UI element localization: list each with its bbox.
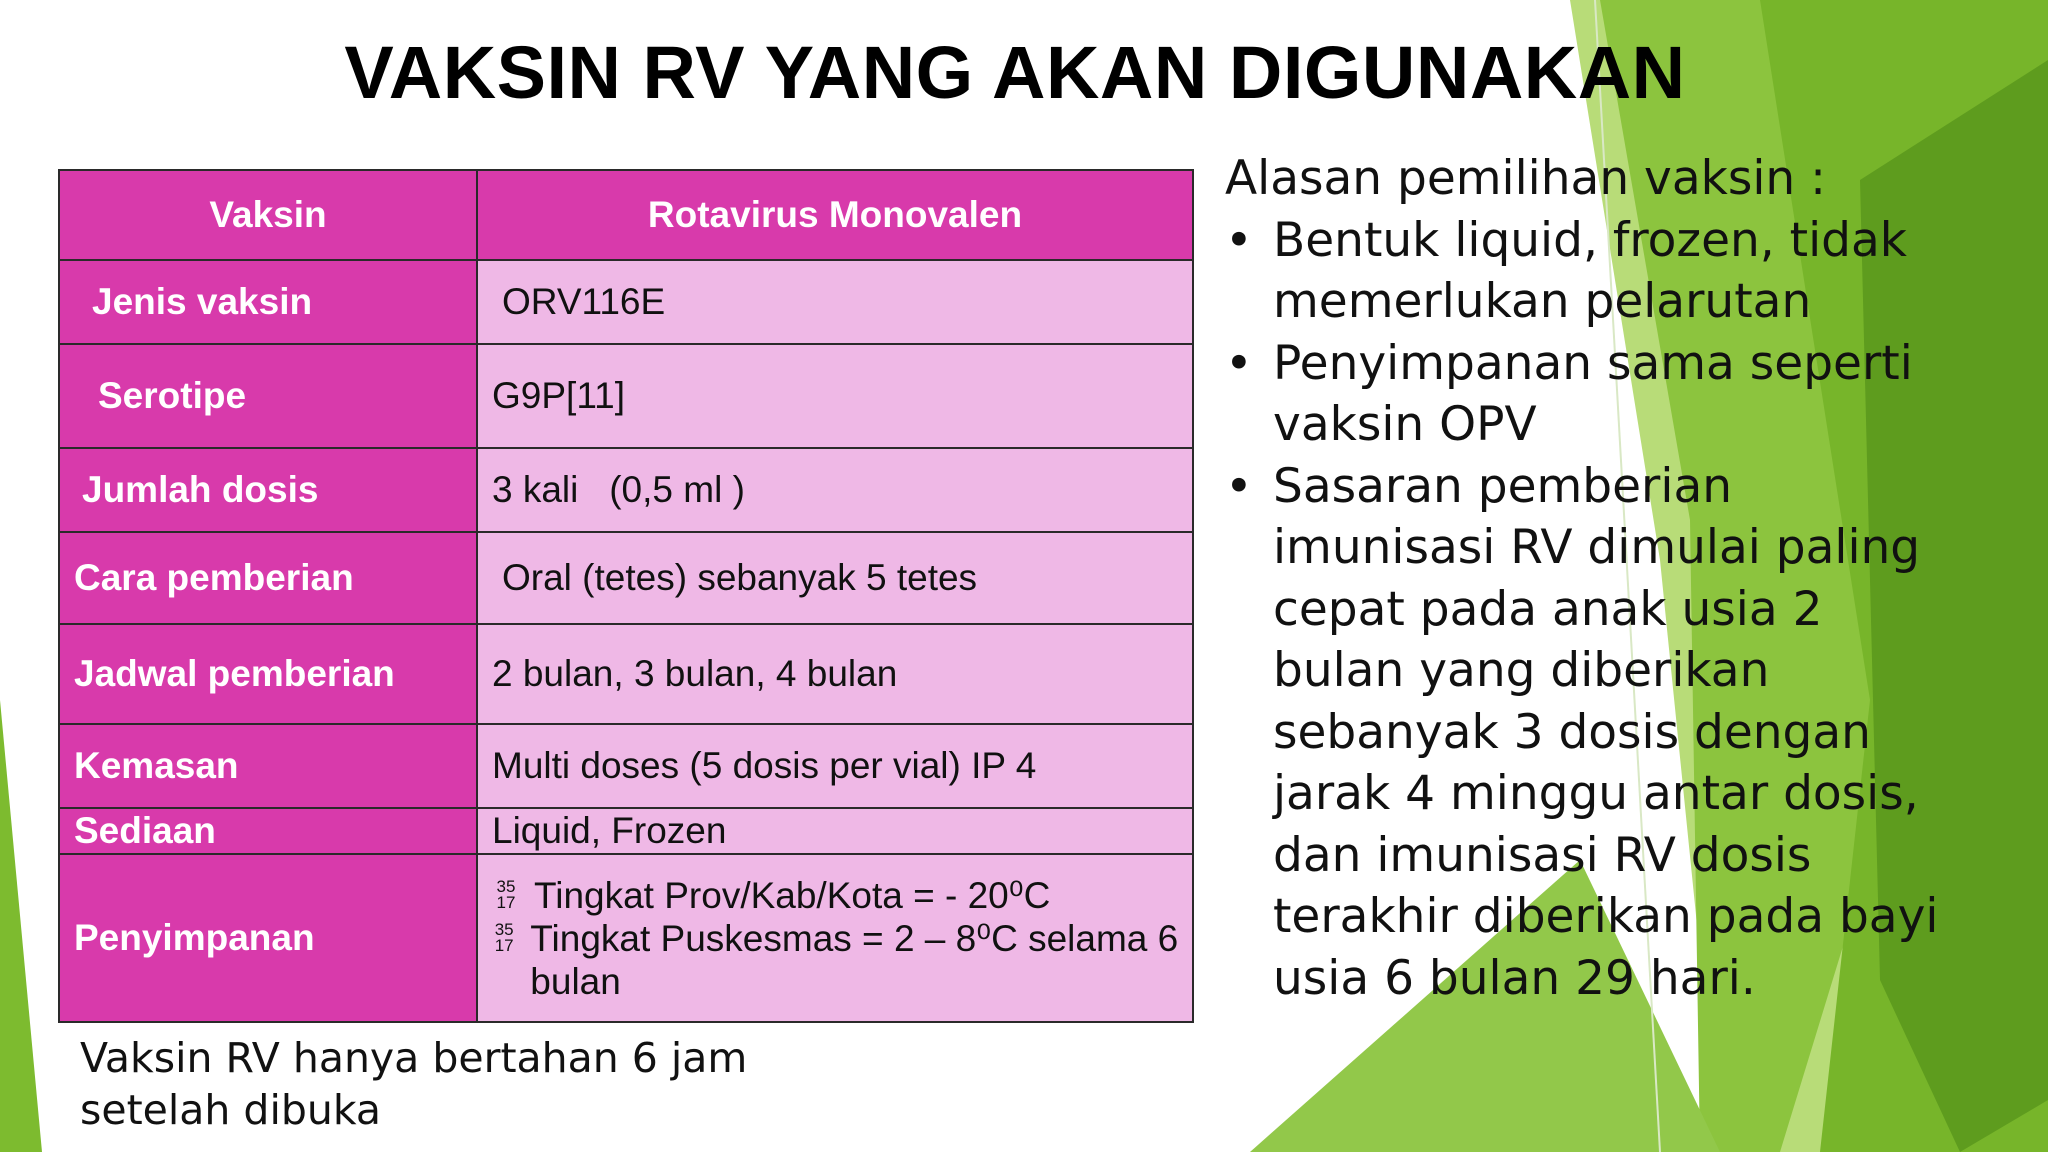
list-item: • Bentuk liquid, frozen, tidak memerlukan pelarutan xyxy=(1225,210,1965,333)
row-label: Sediaan xyxy=(59,808,477,854)
row-value: Multi doses (5 dosis per vial) IP 4 xyxy=(477,724,1193,808)
reasons-panel xyxy=(1225,148,1965,1009)
table-row xyxy=(59,260,1193,344)
reasons-heading: Alasan pemilihan vaksin : xyxy=(1225,151,1826,206)
header-cell-rotavirus: Rotavirus Monovalen xyxy=(477,170,1193,260)
row-value: Oral (tetes) sebanyak 5 tetes xyxy=(477,532,1193,624)
row-value: Liquid, Frozen xyxy=(477,808,1193,854)
row-label: Serotipe xyxy=(59,344,477,448)
table-row xyxy=(59,532,1193,624)
table-row xyxy=(59,448,1193,532)
bullet-icon: • xyxy=(1225,458,1253,514)
vaccine-table xyxy=(58,169,1194,1023)
row-value: 2 bulan, 3 bulan, 4 bulan xyxy=(477,624,1193,724)
row-label: Kemasan xyxy=(59,724,477,808)
table-row xyxy=(59,344,1193,448)
header-cell-vaksin: Vaksin xyxy=(59,170,477,260)
list-item: • Sasaran pemberian imunisasi RV dimulai paling cepat pada anak usia 2 bulan yang diberikan sebanyak 3 dosis dengan jarak 4 minggu antar dosis, dan imunisasi RV dosis terakhir diberikan pada bayi usia 6 bulan 29 hari. xyxy=(1225,456,1965,1010)
table-row-storage xyxy=(59,854,1193,1022)
row-label: Cara pemberian xyxy=(59,532,477,624)
bullet-glyph: 35 17 xyxy=(494,919,514,955)
list-item: • Penyimpanan sama seperti vaksin OPV xyxy=(1225,333,1965,456)
green-shape-left xyxy=(0,700,42,1152)
table-row xyxy=(59,624,1193,724)
row-value: ORV116E xyxy=(477,260,1193,344)
footnote: Vaksin RV hanya bertahan 6 jam setelah dibuka xyxy=(80,1034,748,1134)
row-label: Jadwal pemberian xyxy=(59,624,477,724)
row-value: G9P[11] xyxy=(477,344,1193,448)
table-header-row xyxy=(59,170,1193,260)
table-row xyxy=(59,808,1193,854)
row-value: 3 kali (0,5 ml ) xyxy=(477,448,1193,532)
row-label: Jenis vaksin xyxy=(59,260,477,344)
slide-title: VAKSIN RV YANG AKAN DIGUNAKAN xyxy=(344,31,1686,114)
bullet-glyph: 35 17 xyxy=(496,876,516,912)
reasons-list xyxy=(1225,210,1965,1010)
storage-line-prov: 35 17 Tingkat Prov/Kab/Kota = - 20⁰C xyxy=(492,874,1180,917)
bullet-icon: • xyxy=(1225,335,1253,391)
row-label: Jumlah dosis xyxy=(59,448,477,532)
table-row xyxy=(59,724,1193,808)
storage-value xyxy=(477,854,1193,1022)
storage-line-puskesmas: 35 17 Tingkat Puskesmas = 2 – 8⁰C selama 6 bulan xyxy=(492,917,1180,1003)
row-label: Penyimpanan xyxy=(59,854,477,1022)
bullet-icon: • xyxy=(1225,212,1253,268)
